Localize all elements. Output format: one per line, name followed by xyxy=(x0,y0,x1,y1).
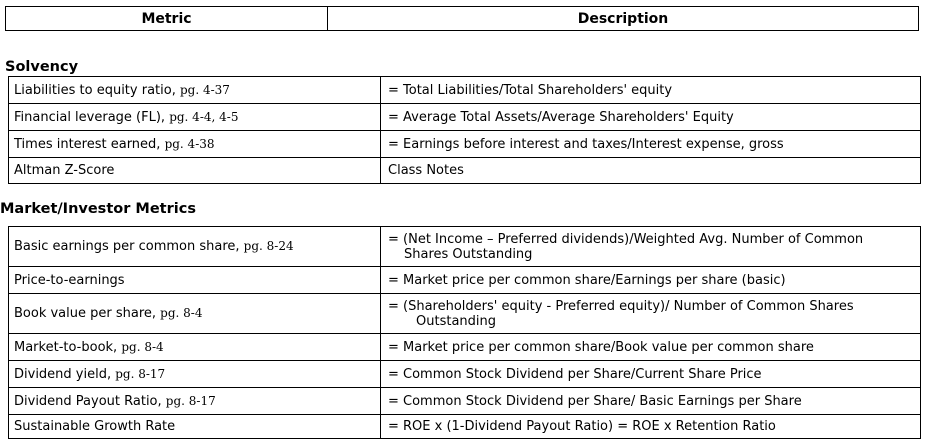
metric-cell: Basic earnings per common share, pg. 8-24 xyxy=(9,227,381,267)
description-cell: = Market price per common share/Book value per common share xyxy=(381,334,921,361)
table-row xyxy=(9,361,921,388)
table-row xyxy=(9,227,921,267)
market-table xyxy=(8,226,921,439)
description-cell: = Common Stock Dividend per Share/ Basic Earnings per Share xyxy=(381,388,921,415)
table-row xyxy=(9,158,921,184)
description-cell: = Earnings before interest and taxes/Interest expense, gross xyxy=(381,131,921,158)
table-row xyxy=(9,334,921,361)
metric-cell: Price-to-earnings xyxy=(9,267,381,294)
description-cell: Class Notes xyxy=(381,158,921,184)
description-cell: = Average Total Assets/Average Shareholders' Equity xyxy=(381,104,921,131)
table-row xyxy=(9,388,921,415)
metric-cell: Market-to-book, pg. 8-4 xyxy=(9,334,381,361)
metric-cell: Sustainable Growth Rate xyxy=(9,415,381,439)
metric-cell: Dividend yield, pg. 8-17 xyxy=(9,361,381,388)
metric-cell: Dividend Payout Ratio, pg. 8-17 xyxy=(9,388,381,415)
metric-column-header: Metric xyxy=(6,7,328,30)
metric-cell: Times interest earned, pg. 4-38 xyxy=(9,131,381,158)
table-row xyxy=(9,415,921,439)
metric-cell: Financial leverage (FL), pg. 4-4, 4-5 xyxy=(9,104,381,131)
table-row xyxy=(9,267,921,294)
table-row xyxy=(9,104,921,131)
description-cell: = (Shareholders' equity - Preferred equity)/ Number of Common Shares Outstanding xyxy=(381,294,921,334)
metric-cell: Book value per share, pg. 8-4 xyxy=(9,294,381,334)
description-cell: = ROE x (1-Dividend Payout Ratio) = ROE x Retention Ratio xyxy=(381,415,921,439)
description-cell: = (Net Income – Preferred dividends)/Weighted Avg. Number of Common Shares Outstanding xyxy=(381,227,921,267)
table-row xyxy=(9,131,921,158)
description-cell: = Common Stock Dividend per Share/Current Share Price xyxy=(381,361,921,388)
market-heading: Market/Investor Metrics xyxy=(0,201,196,217)
metric-cell: Altman Z-Score xyxy=(9,158,381,184)
description-cell: = Market price per common share/Earnings per share (basic) xyxy=(381,267,921,294)
table-row xyxy=(9,77,921,104)
description-cell: = Total Liabilities/Total Shareholders' equity xyxy=(381,77,921,104)
metric-cell: Liabilities to equity ratio, pg. 4-37 xyxy=(9,77,381,104)
solvency-table xyxy=(8,76,921,184)
table-row xyxy=(9,294,921,334)
description-column-header: Description xyxy=(577,10,669,27)
solvency-heading: Solvency xyxy=(5,59,79,75)
table-header xyxy=(5,6,919,31)
